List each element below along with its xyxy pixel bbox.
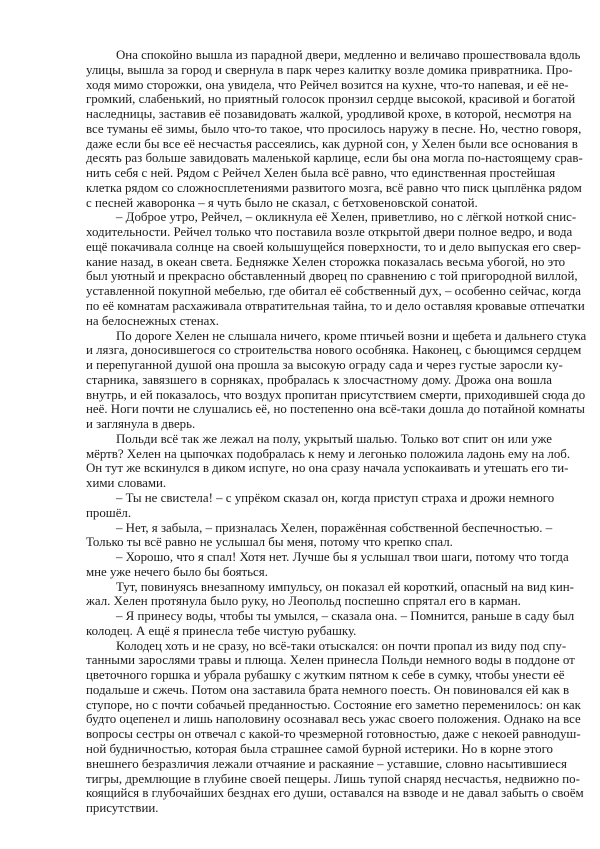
text-line: Только ты всё равно не услышал бы меня, потому что крепко спал.: [86, 535, 453, 550]
text-line: клетка рядом со сложносплетениями развитого мозга, всё равно что писк цыплёнка рядом: [86, 180, 582, 195]
text-line: ступоре, но с почти собачьей преданностью. Состояние его заметно переменилось: он как: [86, 697, 581, 712]
paragraph: [86, 431, 571, 491]
text-line: цветочного горшка и убрала рубашку с жутким пятном к себе в сумку, чтобы унести её: [86, 668, 565, 683]
text-line: ходя мимо сторожки, она увидела, что Рейчел возится на кухне, что-то напевая, и её не-: [86, 77, 569, 92]
text-line: по её комнатам расхаживала отвратительная тайна, то и дело оставляя кровавые отпечатки: [86, 299, 585, 314]
text-line: на белоснежных стенах.: [86, 313, 219, 328]
text-line: Он тут же вскинулся в диком испуге, но она сразу начала успокаивать и утешать его ти-: [86, 461, 569, 476]
text-line: даже если бы все её несчастья рассеялись, как дурной сон, у Хелен были все основания в: [86, 136, 578, 151]
text-line: и перепуганной душой она прошла за высокую ограду сада и через густые заросли ку-: [86, 358, 563, 373]
text-line: танными зарослями травы и плюща. Хелен принесла Польди немного воды в поддоне от: [86, 653, 575, 668]
paragraph: [86, 579, 574, 610]
text-line: старника, завязшего в сорняках, пробралась к злосчастному дому. Дрожа она вошла: [86, 372, 552, 387]
text-line: – Доброе утро, Рейчел, – окликнула её Хелен, приветливо, но с лёгкой ноткой снис-: [116, 210, 577, 225]
text-line: прошёл.: [86, 505, 132, 520]
text-line: – Хорошо, что я спал! Хотя нет. Лучше бы я услышал твои шаги, потому что тогда: [116, 550, 569, 565]
text-line: все туманы её зимы, было что-то такое, что просилось наружу в песне. Но, честно говоря,: [86, 121, 582, 136]
text-line: неё. Ноги почти не слушались её, но постепенно она всё-таки дошла до потайной комнаты: [86, 402, 585, 417]
text-line: ещё покачивала солнце на своей колышущейся поверхности, то и дело выпуская его свер-: [86, 239, 581, 254]
text-line: тигры, дремлющие в глубине своей пещеры. Лишь тупой снаряд несчастья, недвижно по-: [86, 771, 580, 786]
text-line: – Ты не свистела! – с упрёком сказал он, когда приступ страха и дрожи немного: [116, 490, 555, 505]
paragraph: [86, 550, 569, 580]
text-line: ходительности. Рейчел только что поставила возле открытой двери полное ведро, и вода: [86, 225, 573, 240]
paragraph: [86, 521, 552, 551]
text-line: Польди всё так же лежал на полу, укрытый шалью. Только вот спит он или уже: [116, 431, 552, 446]
text-line: улицы, вышла за город и свернула в парк через калитку возле домика привратника. Про-: [86, 62, 573, 77]
paragraph: [86, 609, 575, 639]
text-line: коящийся в глубочайших безднах его души, оставался на взводе и не давал забыть о своём: [86, 786, 584, 801]
text-line: жал. Хелен протянула было руку, но Леопольд поспешно спрятал его в карман.: [86, 594, 521, 609]
text-line: нить себя с ней. Рядом с Рейчел Хелен была всё равно, что единственная простейшая: [86, 166, 556, 181]
text-line: десять раз больше завидовать маленькой карлице, если бы она могла по-настоящему срав-: [86, 151, 583, 166]
text-line: мне уже нечего было бы бояться.: [86, 564, 268, 579]
text-line: хими словами.: [86, 476, 167, 491]
text-line: Тут, повинуясь внезапному импульсу, он показал ей короткий, опасный на вид кин-: [116, 579, 574, 594]
text-line: громкий, слабенький, но приятный голосок пронзил сердце высокой, красивой и богатой: [86, 92, 576, 107]
paragraph: [86, 48, 583, 210]
text-line: с песней жаворонка – я чуть было не сказал, с бетховеновской сонатой.: [86, 195, 478, 210]
text-line: подальше и сжечь. Потом она заставила брата немного поесть. Он повиновался ей как в: [86, 682, 570, 697]
text-line: Колодец хоть и не сразу, но всё-таки отыскался: он почти пропал из виду под спу-: [116, 638, 567, 653]
text-line: ной будничностью, которая была страшнее самой бурной истерики. Но в корне этого: [86, 741, 554, 756]
text-line: Она спокойно вышла из парадной двери, медленно и величаво прошествовала вдоль: [116, 48, 581, 62]
paragraph: [86, 328, 587, 432]
document-body: [86, 48, 587, 816]
text-line: колодец. А ещё я принесла тебе чистую рубашку.: [86, 623, 357, 638]
text-line: – Я принесу воды, чтобы ты умылся, – сказала она. – Помнится, раньше в саду был: [116, 609, 575, 624]
text-line: и заглянула в дверь.: [86, 417, 196, 432]
text-line: был уютный и прекрасно обставленный дворец по сравнению с той пригородной виллой,: [86, 269, 578, 284]
text-line: будто оцепенел и лишь наполовину осознавал весь ужас своего положения. Однако на все: [86, 712, 581, 727]
paragraph: [86, 490, 555, 521]
text-line: внутрь, и ей показалось, что воздух пропитан присутствием смерти, приходившей сюда до: [86, 387, 586, 402]
text-line: и лязга, доносившегося со строительства нового особняка. Наконец, с бьющимся сердцем: [86, 343, 582, 358]
paragraph: [86, 210, 585, 328]
text-line: внешнего безразличия лежали отчаяние и раскаяние – уставшие, словно насытившиеся: [86, 756, 567, 771]
text-line: – Нет, я забыла, – призналась Хелен, поражённая собственной беспечностью. –: [116, 520, 553, 535]
text-line: По дороге Хелен не слышала ничего, кроме птичьей возни и щебета и дальнего стука: [116, 328, 587, 343]
text-line: мёртв? Хелен на цыпочках подобралась к нему и легонько положила ладонь ему на лоб.: [86, 446, 571, 461]
paragraph: [86, 638, 584, 816]
text-line: уставленной покупной мебелью, где обитал её собственный дух, – особенно сейчас, когда: [86, 284, 582, 299]
text-line: кание назад, в океан света. Бедняжке Хелен сторожка показалась весьма убогой, но это: [86, 254, 566, 269]
text-line: присутствии.: [86, 801, 159, 816]
text-line: наследницы, заставив её позавидовать жалкой, уродливой крохе, в которой, несмотря на: [86, 107, 572, 122]
document-page: [86, 48, 587, 816]
text-line: вопросы сестры он отвечал с какой-то чрезмерной готовностью, даже с некоей равнодуш-: [86, 727, 581, 742]
